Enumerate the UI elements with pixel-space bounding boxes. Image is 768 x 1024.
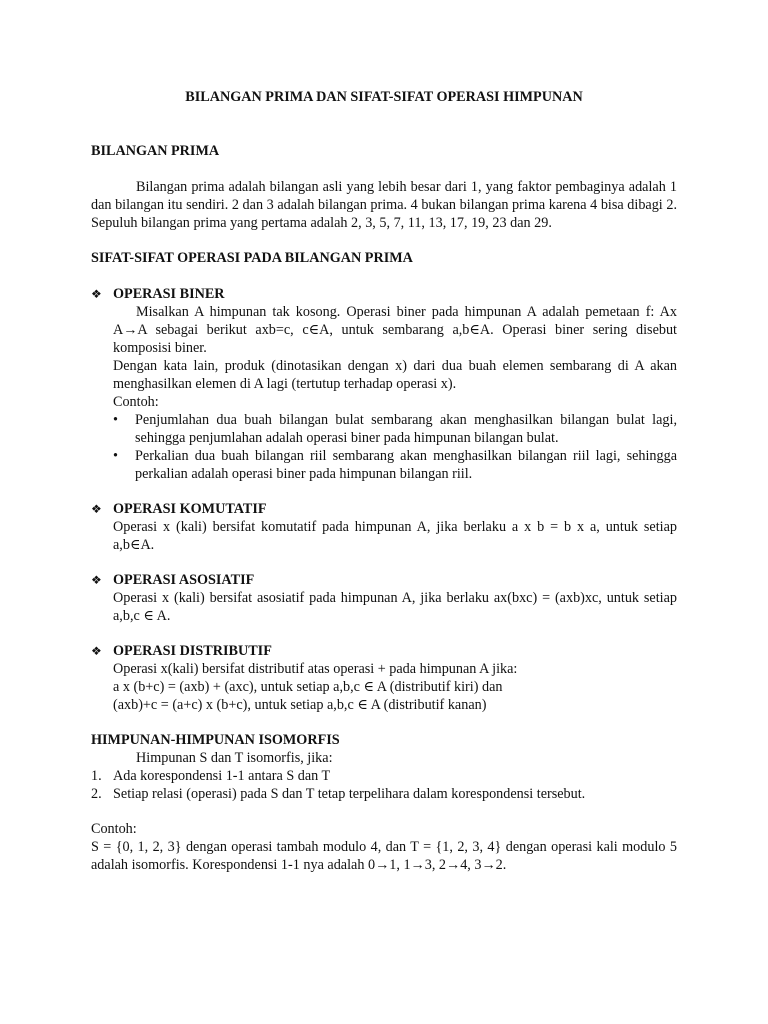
paragraph-biner-explanation: Dengan kata lain, produk (dinotasikan dengan x) dari dua buah elemen sembarang di A akan menghasilkan elemen di A lagi (tertutup terhadap operasi x). bbox=[113, 358, 677, 392]
list-item: 2. Setiap relasi (operasi) pada S dan T tetap terpelihara dalam korespondensi tersebut. bbox=[91, 786, 586, 802]
bullet-icon: • bbox=[113, 448, 118, 464]
line-distributif-kiri: a x (b+c) = (axb) + (axc), untuk setiap a,b,c ∈ A (distributif kiri) dan bbox=[113, 679, 503, 695]
label-contoh-isomorfis: Contoh: bbox=[91, 821, 137, 837]
paragraph-komutatif: Operasi x (kali) bersifat komutatif pada himpunan A, jika berlaku a x b = b x a, untuk setiap a,b∈A. bbox=[113, 519, 677, 553]
diamond-bullet-icon: ❖ bbox=[91, 573, 102, 587]
list-item: • Perkalian dua buah bilangan riil sembarang akan menghasilkan bilangan riil lagi, sehingga perkalian adalah operasi biner pada himpunan bilangan riil. bbox=[113, 448, 677, 482]
subheading-operasi-biner: OPERASI BINER bbox=[113, 286, 225, 302]
subsection-operasi-asosiatif bbox=[91, 571, 677, 625]
list-item: 1. Ada korespondensi 1-1 antara S dan T bbox=[91, 768, 331, 784]
line-distributif-kanan: (axb)+c = (a+c) x (b+c), untuk setiap a,b,c ∈ A (distributif kanan) bbox=[113, 697, 487, 713]
diamond-bullet-icon: ❖ bbox=[91, 644, 102, 658]
ordered-list-isomorfis bbox=[91, 767, 677, 803]
section-heading-isomorfis: HIMPUNAN-HIMPUNAN ISOMORFIS bbox=[91, 732, 340, 748]
line-distributif-definition: Operasi x(kali) bersifat distributif atas operasi + pada himpunan A jika: bbox=[113, 661, 518, 677]
label-contoh-biner: Contoh: bbox=[113, 394, 159, 410]
paragraph-isomorfis-intro: Himpunan S dan T isomorfis, jika: bbox=[136, 750, 333, 766]
subsection-operasi-biner bbox=[91, 285, 677, 483]
subheading-operasi-komutatif: OPERASI KOMUTATIF bbox=[113, 501, 267, 517]
section-heading-sifat-operasi: SIFAT-SIFAT OPERASI PADA BILANGAN PRIMA bbox=[91, 250, 413, 266]
diamond-bullet-icon: ❖ bbox=[91, 502, 102, 516]
subsection-operasi-komutatif bbox=[91, 500, 677, 554]
diamond-bullet-icon: ❖ bbox=[91, 287, 102, 301]
bullet-icon: • bbox=[113, 412, 118, 428]
list-item: • Penjumlahan dua buah bilangan bulat sembarang akan menghasilkan bilangan bulat lagi, sehingga penjumlahan adalah operasi biner pada himpunan bilangan bulat. bbox=[113, 412, 677, 446]
section-heading-bilangan-prima: BILANGAN PRIMA bbox=[91, 143, 220, 159]
paragraph-biner-definition: Misalkan A himpunan tak kosong. Operasi biner pada himpunan A adalah pemetaan f: Ax A→A sebagai berikut axb=c, c∈A, untuk sembarang a,b∈A. Operasi biner sering disebut komposisi biner. bbox=[113, 304, 677, 356]
paragraph-isomorfis-example: S = {0, 1, 2, 3} dengan operasi tambah modulo 4, dan T = {1, 2, 3, 4} dengan operasi kali modulo 5 adalah isomorfis. Korespondensi 1-1 nya adalah 0→1, 1→3, 2→4, 3→2. bbox=[91, 839, 677, 873]
paragraph-bilangan-prima: Bilangan prima adalah bilangan asli yang lebih besar dari 1, yang faktor pembaginya adalah 1 dan bilangan itu sendiri. 2 dan 3 adalah bilangan prima. 4 bukan bilangan prima karena 4 bisa dibagi 2. Sepuluh bilangan prima yang pertama adalah 2, 3, 5, 7, 11, 13, 17, 19, 23 dan 29. bbox=[91, 179, 677, 231]
subsection-operasi-distributif bbox=[91, 642, 677, 714]
document-title: BILANGAN PRIMA DAN SIFAT-SIFAT OPERASI HIMPUNAN bbox=[185, 89, 583, 105]
subheading-operasi-distributif: OPERASI DISTRIBUTIF bbox=[113, 643, 272, 659]
subheading-operasi-asosiatif: OPERASI ASOSIATIF bbox=[113, 572, 255, 588]
paragraph-asosiatif: Operasi x (kali) bersifat asosiatif pada himpunan A, jika berlaku ax(bxc) = (axb)xc, untuk setiap a,b,c ∈ A. bbox=[113, 590, 677, 624]
